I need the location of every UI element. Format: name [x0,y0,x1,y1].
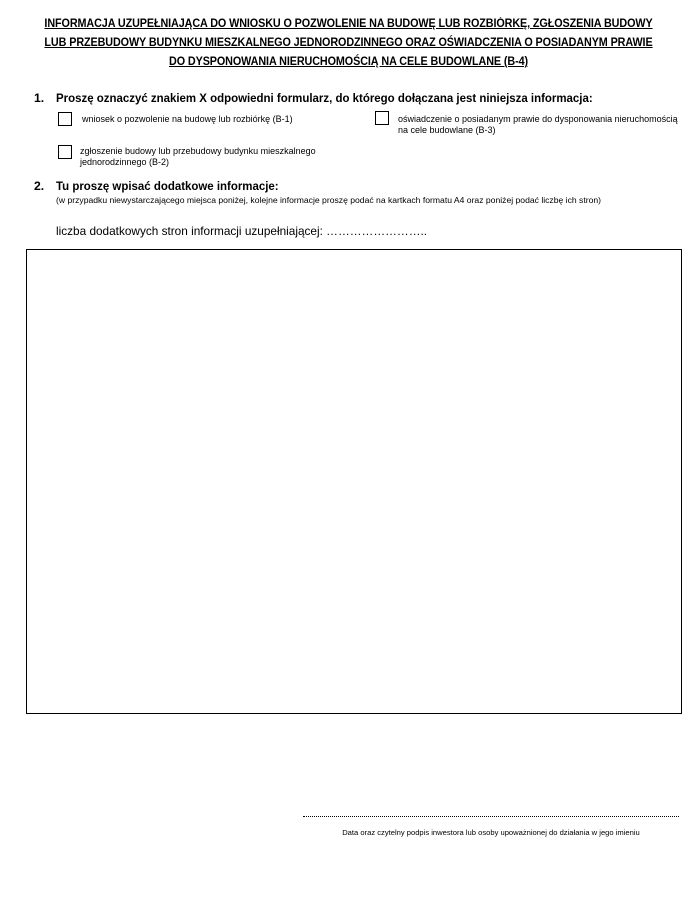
option-b2-label: zgłoszenie budowy lub przebudowy budynku mieszkalnego jednorodzinnego (B-2) [80,146,316,167]
form-title-line-1: INFORMACJA UZUPEŁNIAJĄCA DO WNIOSKU O POZWOLENIE NA BUDOWĘ LUB ROZBIÓRKĘ, ZGŁOSZENIA BUDOWY [44,17,653,30]
additional-info-textarea[interactable] [26,249,682,714]
section-1-number: 1. [34,91,45,105]
option-b2-checkbox[interactable] [58,145,72,159]
page-count-field[interactable]: liczba dodatkowych stron informacji uzupełniającej: …………………….. [56,224,428,238]
signature-caption: Data oraz czytelny podpis inwestora lub osoby upoważnionej do działania w jego imieniu [342,828,640,837]
section-1-heading: Proszę oznaczyć znakiem X odpowiedni formularz, do którego dołączana jest niniejsza informacja: [56,91,593,105]
signature-line[interactable] [303,816,679,817]
form-title-line-2: LUB PRZEBUDOWY BUDYNKU MIESZKALNEGO JEDNORODZINNEGO ORAZ OŚWIADCZENIA O POSIADANYM PRAWIE [44,36,653,49]
form-title-line-3: DO DYSPONOWANIA NIERUCHOMOŚCIĄ NA CELE BUDOWLANE (B-4) [169,55,528,68]
section-2-number: 2. [34,179,45,193]
option-b3-checkbox[interactable] [375,111,389,125]
option-b3-label: oświadczenie o posiadanym prawie do dysponowania nieruchomością na cele budowlane (B-3) [398,114,678,135]
option-b1-label: wniosek o pozwolenie na budowę lub rozbiórkę (B-1) [82,114,293,124]
section-2-heading: Tu proszę wpisać dodatkowe informacje: [56,179,279,193]
form-title [43,14,654,71]
section-2-hint: (w przypadku niewystarczającego miejsca poniżej, kolejne informacje proszę podać na kartkach formatu A4 oraz poniżej podać liczbę ich stron) [56,195,602,205]
option-b1-checkbox[interactable] [58,112,72,126]
